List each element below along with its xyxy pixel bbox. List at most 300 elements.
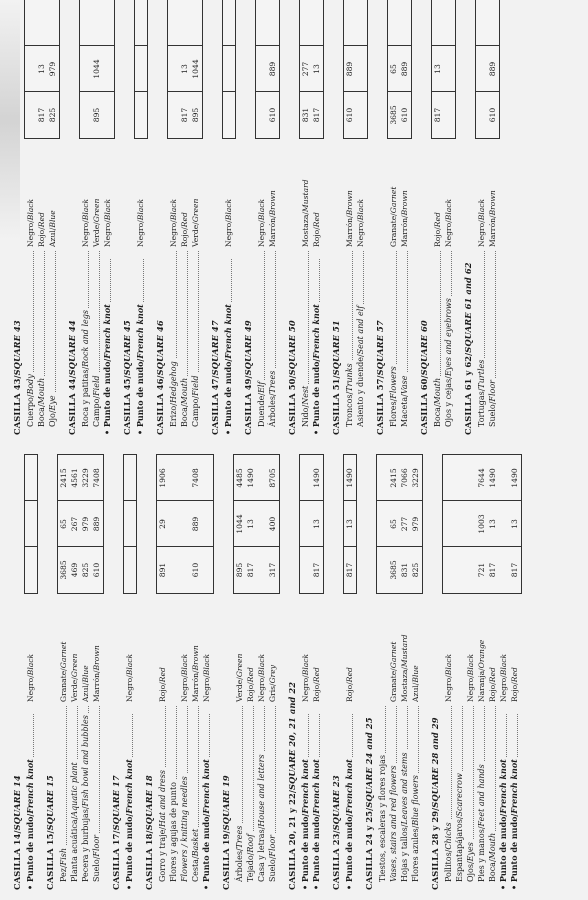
item-label (476, 251, 487, 427)
thread-color-en: Orange (477, 639, 486, 669)
item-label (344, 251, 355, 427)
section-title-en: SQUARE 44 (67, 320, 77, 376)
thread-color (498, 654, 509, 702)
section-title (419, 320, 429, 435)
thread-color-es: Naranja/ (477, 668, 486, 702)
section-title-en: SQUARE 61 and 62 (463, 262, 473, 353)
item-label-text (466, 840, 475, 882)
section-title-en: SQUARE 43 (12, 320, 22, 376)
item-label-en: Aquatic plant (70, 762, 79, 817)
thread-color (355, 199, 366, 247)
item-label-es: Punto de nudo/ (498, 813, 508, 883)
thread-color-en: Black (125, 653, 134, 676)
thread-code-table (134, 0, 148, 139)
thread-code: 3229 (411, 468, 420, 488)
section-title-en: SQUARE 23 (331, 775, 341, 831)
item-label (234, 706, 245, 882)
thread-code: 277 (301, 61, 310, 77)
thread-color-es: Rojo/ (312, 227, 321, 247)
item-label-text (70, 760, 79, 882)
thread-color (47, 210, 58, 247)
item-label-text (488, 831, 497, 882)
item-label-es: Árboles/ (235, 848, 244, 882)
thread-color-es: Negro/ (444, 675, 453, 702)
thread-color-en: Black (26, 653, 35, 676)
thread-color-en: Green (191, 198, 200, 223)
item-label-en: Mouth (180, 377, 189, 405)
section-title-es: CASILLA 24 y 25/ (364, 807, 374, 890)
thread-code: 825 (48, 107, 57, 123)
thread-color-es: Granate/ (59, 668, 68, 702)
thread-color-es: Negro/ (466, 675, 475, 702)
thread-color-en: Mustard (301, 179, 310, 213)
item-label-en: Field (92, 375, 101, 396)
section-title-es: CASILLA 50/ (287, 375, 297, 435)
section-title-en: SQUARE 50 (287, 320, 297, 376)
item-label (58, 706, 69, 882)
thread-code-table (255, 0, 280, 139)
thread-color (245, 667, 256, 702)
item-label-en: French knot (223, 304, 233, 359)
item-label (399, 706, 410, 882)
thread-code-table (156, 454, 214, 594)
item-label-en: Vases, stairs and red flowers (389, 765, 398, 882)
thread-color-es: Negro/ (136, 220, 145, 247)
item-label-es: Boca/ (488, 859, 497, 882)
bullet: • (135, 427, 145, 435)
thread-color-es: Negro/ (103, 220, 112, 247)
item-label (245, 706, 256, 882)
item-label (267, 706, 278, 882)
section-title (221, 775, 231, 890)
bullet: • (311, 427, 321, 435)
section-title-en: SQUARE 17 (111, 775, 121, 831)
item-label (432, 251, 443, 427)
thread-code-table (233, 454, 280, 594)
item-label (69, 706, 80, 882)
item-label-en: Mouth (488, 832, 497, 860)
thread-color-en: Black (224, 198, 233, 221)
section-title (375, 320, 385, 435)
section-title (463, 262, 473, 435)
thread-color (234, 654, 245, 702)
bullet: • (223, 427, 233, 435)
item-label-es: Punto de nudo/ (25, 813, 35, 883)
thread-code: 817 (488, 562, 497, 578)
item-label-text (433, 376, 442, 427)
thread-code-table (24, 454, 38, 594)
thread-code: 13 (312, 519, 321, 529)
thread-code: 65 (59, 519, 68, 529)
section-title (287, 682, 297, 890)
section-title (331, 775, 341, 890)
thread-code: 817 (246, 562, 255, 578)
thread-code: 13 (510, 519, 519, 529)
thread-code-table (475, 0, 500, 139)
thread-code: 13 (180, 64, 189, 74)
section-title-es: CASILLA 44/ (67, 375, 77, 435)
thread-code: 889 (400, 61, 409, 77)
item-label-en: Flowers / knitting needles (180, 776, 189, 882)
item-label-en: Scarecrow (455, 773, 464, 817)
section-title-es: CASILLA 46/ (155, 375, 165, 435)
section-title-es: CASILLA 15/ (45, 830, 55, 890)
item-label-text (201, 757, 211, 890)
thread-code: 817 (37, 107, 46, 123)
item-label (476, 706, 487, 882)
thread-code-table (123, 454, 137, 594)
item-label-es: Pecera y burbujas/ (81, 806, 90, 882)
thread-code-table (24, 0, 60, 139)
thread-code: 889 (488, 61, 497, 77)
item-label-en: Fish bowl and bubbles (81, 715, 90, 807)
thread-code: 3685 (389, 560, 398, 580)
thread-color (399, 190, 410, 247)
item-label-text (344, 757, 354, 890)
thread-color-es: Marrón/ (400, 215, 409, 247)
item-label (80, 251, 91, 427)
thread-color-en: Black (466, 653, 475, 676)
thread-code: 610 (345, 107, 354, 123)
bullet: • (498, 882, 508, 890)
item-label (190, 706, 201, 882)
thread-color (179, 212, 190, 247)
thread-color-en: Blue (48, 210, 57, 228)
thread-color (344, 667, 355, 702)
thread-code: 889 (268, 61, 277, 77)
item-label-en: French knot (102, 304, 112, 359)
bullet: • (25, 882, 35, 890)
item-label-en: Floor (268, 834, 277, 857)
thread-color-es: Mostaza/ (301, 212, 310, 247)
item-label-text (223, 302, 233, 435)
item-label (487, 251, 498, 427)
thread-code: 4561 (70, 468, 79, 488)
thread-color-en: Black (477, 198, 486, 221)
thread-code: 4485 (235, 468, 244, 488)
thread-color-en: Black (257, 198, 266, 221)
thread-color (443, 654, 454, 702)
thread-color (388, 187, 399, 247)
thread-color-es: Rojo/ (345, 682, 354, 702)
item-label-text (180, 774, 189, 882)
thread-color-es: Negro/ (125, 675, 134, 702)
item-label (399, 251, 410, 427)
item-label-en: Flowers (389, 366, 398, 399)
item-label-en: Eyes and eyebrows (444, 298, 453, 377)
section-title (155, 320, 165, 435)
section-title (287, 320, 297, 435)
thread-code: 825 (411, 562, 420, 578)
thread-code: 889 (191, 516, 200, 532)
thread-color-en: Blue (411, 665, 420, 683)
item-label-en: French knot (135, 304, 145, 359)
item-label-text (268, 369, 277, 427)
thread-color-es: Rojo/ (433, 227, 442, 247)
thread-color-en: Black (26, 198, 35, 221)
item-label-es: Flores azules/ (411, 825, 420, 882)
thread-color-en: Green (235, 653, 244, 678)
item-label-text (300, 757, 310, 890)
table-divider (25, 500, 37, 501)
item-label-text (411, 773, 420, 882)
item-label (256, 706, 267, 882)
thread-code: 817 (312, 562, 321, 578)
item-label-es: Duende/ (257, 392, 266, 427)
item-label-en: Field (191, 375, 200, 396)
section-title (144, 775, 154, 890)
section-title (210, 320, 220, 435)
thread-code: 3685 (59, 560, 68, 580)
item-label-en: Mouth (433, 377, 442, 405)
thread-color (388, 642, 399, 702)
thread-code: 65 (389, 519, 398, 529)
item-label-text (301, 384, 310, 427)
thread-color-en: Black (444, 653, 453, 676)
thread-code: 13 (433, 64, 442, 74)
item-label-en: French knot (344, 759, 354, 814)
thread-color-es: Gris/ (268, 683, 277, 702)
item-label-en: Blue flowers (411, 775, 420, 826)
thread-code: 610 (400, 107, 409, 123)
item-label-text (488, 378, 497, 427)
thread-color-es: Negro/ (202, 675, 211, 702)
item-label-es: Boca/ (180, 404, 189, 427)
thread-color (124, 654, 135, 702)
thread-color (256, 199, 267, 247)
item-label (465, 706, 476, 882)
thread-color-es: Marrón/ (268, 215, 277, 247)
thread-code: 817 (180, 107, 189, 123)
item-label (300, 251, 311, 427)
item-label-en: Nest (301, 385, 310, 405)
thread-code: 817 (510, 562, 519, 578)
item-label-en: Leaves and stems (400, 752, 409, 825)
section-title (12, 775, 22, 890)
item-label (25, 714, 36, 890)
item-label-text (444, 296, 453, 427)
thread-color (443, 199, 454, 247)
thread-color (311, 667, 322, 702)
scan-shadow (0, 0, 20, 240)
thread-color-es: Rojo/ (312, 682, 321, 702)
item-label-es: Nido/ (301, 404, 310, 427)
item-label-es: Roca y patitas/ (81, 366, 90, 427)
thread-code: 317 (268, 562, 277, 578)
thread-code-table (57, 454, 104, 594)
thread-color-es: Marrón/ (488, 215, 497, 247)
item-label-en: Floor (92, 834, 101, 857)
section-title-es: CASILLA 60/ (419, 375, 429, 435)
thread-color (256, 654, 267, 702)
table-divider (223, 45, 235, 46)
thread-color-es: Verde/ (191, 222, 200, 247)
item-label-text (257, 380, 266, 427)
thread-code: 469 (70, 562, 79, 578)
item-label-en: Rock and legs (81, 310, 90, 367)
section-title-es: CASILLA 20, 21 y 22/ (287, 790, 297, 890)
thread-color (399, 634, 410, 702)
thread-color (135, 199, 146, 247)
thread-color (25, 199, 36, 247)
item-label (487, 706, 498, 882)
section-title-en: SQUARE 15 (45, 775, 55, 831)
section-title-es: CASILLA 49/ (243, 375, 253, 435)
thread-color-en: Red (312, 212, 321, 228)
thread-color (487, 190, 498, 247)
thread-color (179, 654, 190, 702)
thread-code: 610 (488, 107, 497, 123)
thread-color-es: Granate/ (389, 668, 398, 702)
thread-color-es: Marrón/ (92, 670, 101, 702)
thread-color-en: Garnet (59, 641, 68, 669)
table-divider (124, 546, 136, 547)
thread-code: 2415 (59, 468, 68, 488)
thread-color (410, 665, 421, 702)
section-title-en: SQUARE 18 (144, 775, 154, 831)
item-label (179, 251, 190, 427)
item-label-es: Hojas y tallos/ (400, 824, 409, 882)
bullet: • (124, 882, 134, 890)
section-title-en: SQUARE 49 (243, 320, 253, 376)
thread-color (80, 665, 91, 702)
item-label (256, 251, 267, 427)
section-title-es: CASILLA 28 y 29/ (430, 807, 440, 890)
thread-color (168, 199, 179, 247)
item-label (300, 714, 311, 890)
thread-color (36, 212, 47, 247)
item-label-es: Pez/ (59, 865, 68, 882)
thread-color-en: Red (345, 667, 354, 683)
thread-color-es: Rojo/ (488, 682, 497, 702)
thread-code: 7408 (191, 468, 200, 488)
thread-color (267, 665, 278, 702)
thread-code: 29 (158, 519, 167, 529)
section-title-en: SQUARE 46 (155, 320, 165, 376)
item-label (443, 251, 454, 427)
thread-code: 8705 (268, 468, 277, 488)
thread-color (487, 667, 498, 702)
item-label-en: Trees (268, 370, 277, 394)
item-label-es: Suelo/ (268, 856, 277, 882)
item-label-en: Roof (246, 834, 255, 853)
item-label-text (81, 713, 90, 882)
thread-code: 895 (92, 107, 101, 123)
section-title-es: CASILLA 23/ (331, 830, 341, 890)
item-label-es: Ojo/ (48, 410, 57, 427)
thread-color-es: Negro/ (499, 675, 508, 702)
item-label-en: Basket (191, 828, 200, 857)
item-label-en: French knot (509, 759, 519, 814)
thread-color-en: Black (136, 198, 145, 221)
section-title (122, 320, 132, 435)
item-label-text (311, 302, 321, 435)
item-label (179, 706, 190, 882)
section-title-es: CASILLA 14/ (12, 830, 22, 890)
thread-code: 13 (246, 519, 255, 529)
thread-code-table (299, 454, 324, 594)
item-label (388, 706, 399, 882)
thread-color-en: Green (92, 198, 101, 223)
item-label (388, 251, 399, 427)
thread-color-es: Marrón/ (345, 215, 354, 247)
bullet: • (201, 882, 211, 890)
item-label (168, 251, 179, 427)
section-title-en: SQUARE 57 (375, 320, 385, 376)
thread-color-es: Rojo/ (510, 682, 519, 702)
section-title-en: SQUARE 24 and 25 (364, 717, 374, 808)
thread-code: 1490 (312, 468, 321, 488)
thread-color-en: Grey (268, 664, 277, 684)
thread-color-en: Black (257, 653, 266, 676)
thread-code: 1490 (488, 468, 497, 488)
section-title-en: SQUARE 20, 21 and 22 (287, 681, 297, 791)
item-label-es: Espantapájaros/ (455, 816, 464, 882)
table-divider (223, 91, 235, 92)
bullet: • (509, 882, 519, 890)
bullet: • (102, 427, 112, 435)
item-label (190, 251, 201, 427)
thread-code-table (376, 454, 423, 594)
item-label-text (92, 833, 101, 882)
thread-color-en: Brown (400, 190, 409, 216)
section-title (67, 320, 77, 435)
thread-code: 891 (158, 562, 167, 578)
thread-code: 1003 (477, 514, 486, 534)
thread-color-es: Negro/ (444, 220, 453, 247)
thread-color-en: Red (312, 667, 321, 683)
thread-code-table (442, 454, 522, 594)
item-label-text (246, 832, 255, 882)
item-label-en: Fish (59, 847, 68, 866)
thread-color-en: Mustard (400, 634, 409, 668)
item-label-text (257, 752, 266, 882)
item-label-es: Gorro y traje/ (158, 827, 167, 882)
thread-color-en: Black (103, 198, 112, 221)
item-label-text (81, 308, 90, 427)
item-label-en: Seat and elf (356, 305, 365, 355)
section-title (243, 320, 253, 435)
thread-code-table (343, 0, 368, 139)
thread-color (190, 645, 201, 702)
thread-color (300, 654, 311, 702)
item-label-text (102, 302, 112, 435)
thread-code-table (79, 0, 115, 139)
thread-code: 979 (411, 516, 420, 532)
item-label-es: Árboles/ (268, 393, 277, 427)
item-label-en: Body (26, 374, 35, 395)
thread-code: 1044 (191, 59, 200, 79)
thread-code: 267 (70, 516, 79, 532)
thread-color (58, 642, 69, 702)
thread-color-en: Red (246, 667, 255, 683)
section-title-en: SQUARE 47 (210, 320, 220, 376)
thread-color-en: Brown (191, 645, 200, 671)
item-label (25, 251, 36, 427)
thread-color-es: Azul/ (48, 227, 57, 247)
item-label-text (26, 372, 35, 427)
thread-code-table (222, 0, 236, 139)
item-label-es: Punto de nudo/ (124, 813, 134, 883)
thread-color (157, 667, 168, 702)
thread-color-es: Rojo/ (158, 682, 167, 702)
item-label-text (48, 393, 57, 427)
item-label-es: Tortugas/ (477, 388, 486, 427)
thread-color-es: Negro/ (477, 220, 486, 247)
item-label-text (37, 376, 46, 427)
item-label (36, 251, 47, 427)
item-label (80, 706, 91, 882)
